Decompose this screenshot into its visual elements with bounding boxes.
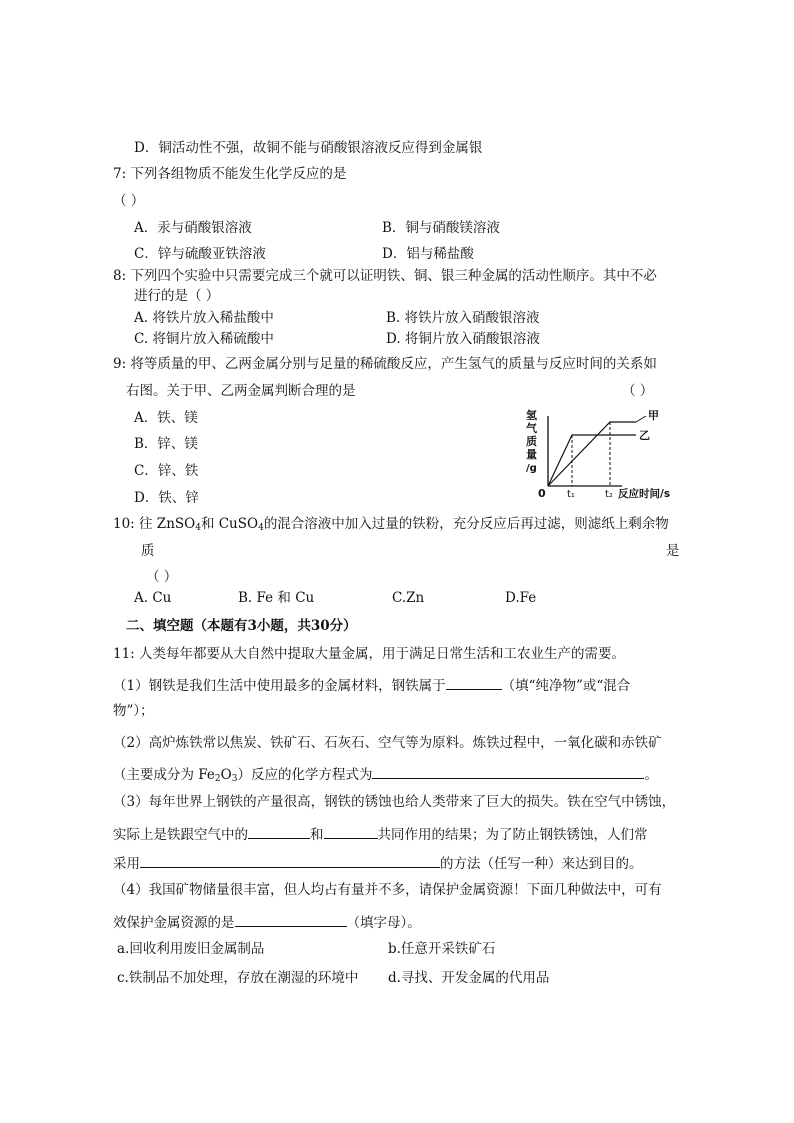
hydrogen-mass-graph xyxy=(522,408,692,500)
q7-answer-paren: （ ） xyxy=(113,193,145,209)
graph-origin: 0 xyxy=(538,487,546,500)
q9-option-d: D．铁、锌 xyxy=(134,490,199,506)
q11-part2-line2: （主要成分为 $Fe_2O_3$）反应的化学方程式为 。 xyxy=(113,767,658,784)
q11-part3-line3: 采用 的方法（任写一种）来达到目的。 xyxy=(113,856,643,872)
q11-option-d: d.寻找、开发金属的代用品 xyxy=(388,970,550,986)
graph-label-jia: 甲 xyxy=(648,409,659,422)
graph-ylabel-4: 量 xyxy=(526,448,537,461)
graph-tick-t1: t₁ xyxy=(567,489,575,500)
q8-option-d: D. 将铜片放入硝酸银溶液 xyxy=(386,331,540,347)
q11-option-a: a.回收利用废旧金属制品 xyxy=(117,941,265,957)
q8-stem-line1: 8: 下列四个实验中只需要完成三个就可以证明铁、铜、银三种金属的活动性顺序。其中不必 xyxy=(113,268,657,284)
q11-blank-air-2[interactable] xyxy=(324,826,378,839)
q11-option-b: b.任意开采铁矿石 xyxy=(388,941,496,957)
q11-blank-method[interactable] xyxy=(140,855,440,868)
q9-option-a: A．铁、镁 xyxy=(134,410,198,426)
q8-option-b: B. 将铁片放入硝酸银溶液 xyxy=(386,310,540,326)
graph-ylabel-1: 氢 xyxy=(526,409,537,422)
q9-option-b: B．锌、镁 xyxy=(134,436,198,452)
section-2-title: 二、填空题（本题有3小题，共30分） xyxy=(126,618,357,634)
q10-option-a: A. Cu xyxy=(134,590,172,606)
q7-option-a: A．汞与硝酸银溶液 xyxy=(134,220,252,236)
q10-stem-line1: 10: 往 ZnSO$_4$和 CuSO$_4$的混合溶液中加入过量的铁粉，充分反应后再过滤，则滤纸上剩余物 xyxy=(113,516,669,533)
q11-blank-1[interactable] xyxy=(446,677,502,690)
q10-option-c: C.Zn xyxy=(392,590,425,606)
q11-blank-air-1[interactable] xyxy=(248,826,310,839)
q9-option-c: C．锌、铁 xyxy=(134,463,199,479)
graph-line-jia xyxy=(548,422,636,486)
q11-option-c: c.铁制品不加处理，存放在潮湿的环境中 xyxy=(117,970,359,986)
graph-label-yi: 乙 xyxy=(639,429,650,442)
q9-stem-line1: 9: 将等质量的甲、乙两金属分别与足量的稀硫酸反应，产生氢气的质量与反应时间的关系如 xyxy=(113,356,657,372)
q10-stem-line2-start: 质 xyxy=(141,543,155,559)
q8-option-c: C. 将铜片放入稀硫酸中 xyxy=(134,331,274,347)
q10-option-b: B. Fe 和 Cu xyxy=(238,590,315,606)
q8-option-a: A. 将铁片放入稀盐酸中 xyxy=(134,310,274,326)
q8-stem-line2: 进行的是（ ） xyxy=(134,288,220,304)
graph-ylabel-2: 气 xyxy=(526,422,537,435)
q11-part1-line1: （1）钢铁是我们生活中使用最多的金属材料，钢铁属于 （填“纯净物”或“混合 xyxy=(113,678,631,694)
q9-stem-line2: 右图。关于甲、乙两金属判断合理的是 xyxy=(126,383,356,399)
q11-part2-line1: （2）高炉炼铁常以焦炭、铁矿石、石灰石、空气等为原料。炼铁过程中，一氧化碳和赤铁矿 xyxy=(113,735,662,751)
graph-ylabel-3: 质 xyxy=(526,435,537,448)
q10-option-d: D.Fe xyxy=(505,590,537,606)
q11-blank-letters[interactable] xyxy=(235,914,347,927)
graph-jia-leader xyxy=(636,416,646,422)
q11-part4-line1: （4）我国矿物储量很丰富，但人均占有量并不多，请保护金属资源！下面几种做法中，可有 xyxy=(113,882,662,898)
q7-stem: 7: 下列各组物质不能发生化学反应的是 xyxy=(113,166,347,182)
graph-xlabel: 反应时间/s xyxy=(618,488,671,500)
graph-tick-t2: t₂ xyxy=(605,489,613,500)
q10-stem-line2-end: 是 xyxy=(666,543,680,559)
q7-option-b: B．铜与硝酸镁溶液 xyxy=(382,220,500,236)
q7-option-d: D．铝与稀盐酸 xyxy=(382,246,474,262)
q11-part1-line2: 物”）； xyxy=(113,703,154,719)
q9-answer-paren: （ ） xyxy=(622,383,654,399)
q10-answer-paren: （ ） xyxy=(146,569,178,585)
q7-option-c: C．锌与硫酸亚铁溶液 xyxy=(134,246,266,262)
graph-line-yi xyxy=(548,435,636,486)
q11-part4-line2: 效保护金属资源的是 （填字母）。 xyxy=(113,915,421,931)
q6-option-d: D．铜活动性不强，故铜不能与硝酸银溶液反应得到金属银 xyxy=(134,140,483,156)
q11-part3-line1: （3）每年世界上钢铁的产量很高，钢铁的锈蚀也给人类带来了巨大的损失。铁在空气中锈蚀， xyxy=(113,794,676,810)
q11-part3-line2: 实际上是铁跟空气中的 和 共同作用的结果；为了防止钢铁锈蚀，人们常 xyxy=(113,827,648,843)
graph-ylabel-unit: /g xyxy=(526,463,537,474)
q11-blank-equation[interactable] xyxy=(372,766,644,779)
q11-stem: 11: 人类每年都要从大自然中提取大量金属，用于满足日常生活和工农业生产的需要。 xyxy=(113,646,626,662)
